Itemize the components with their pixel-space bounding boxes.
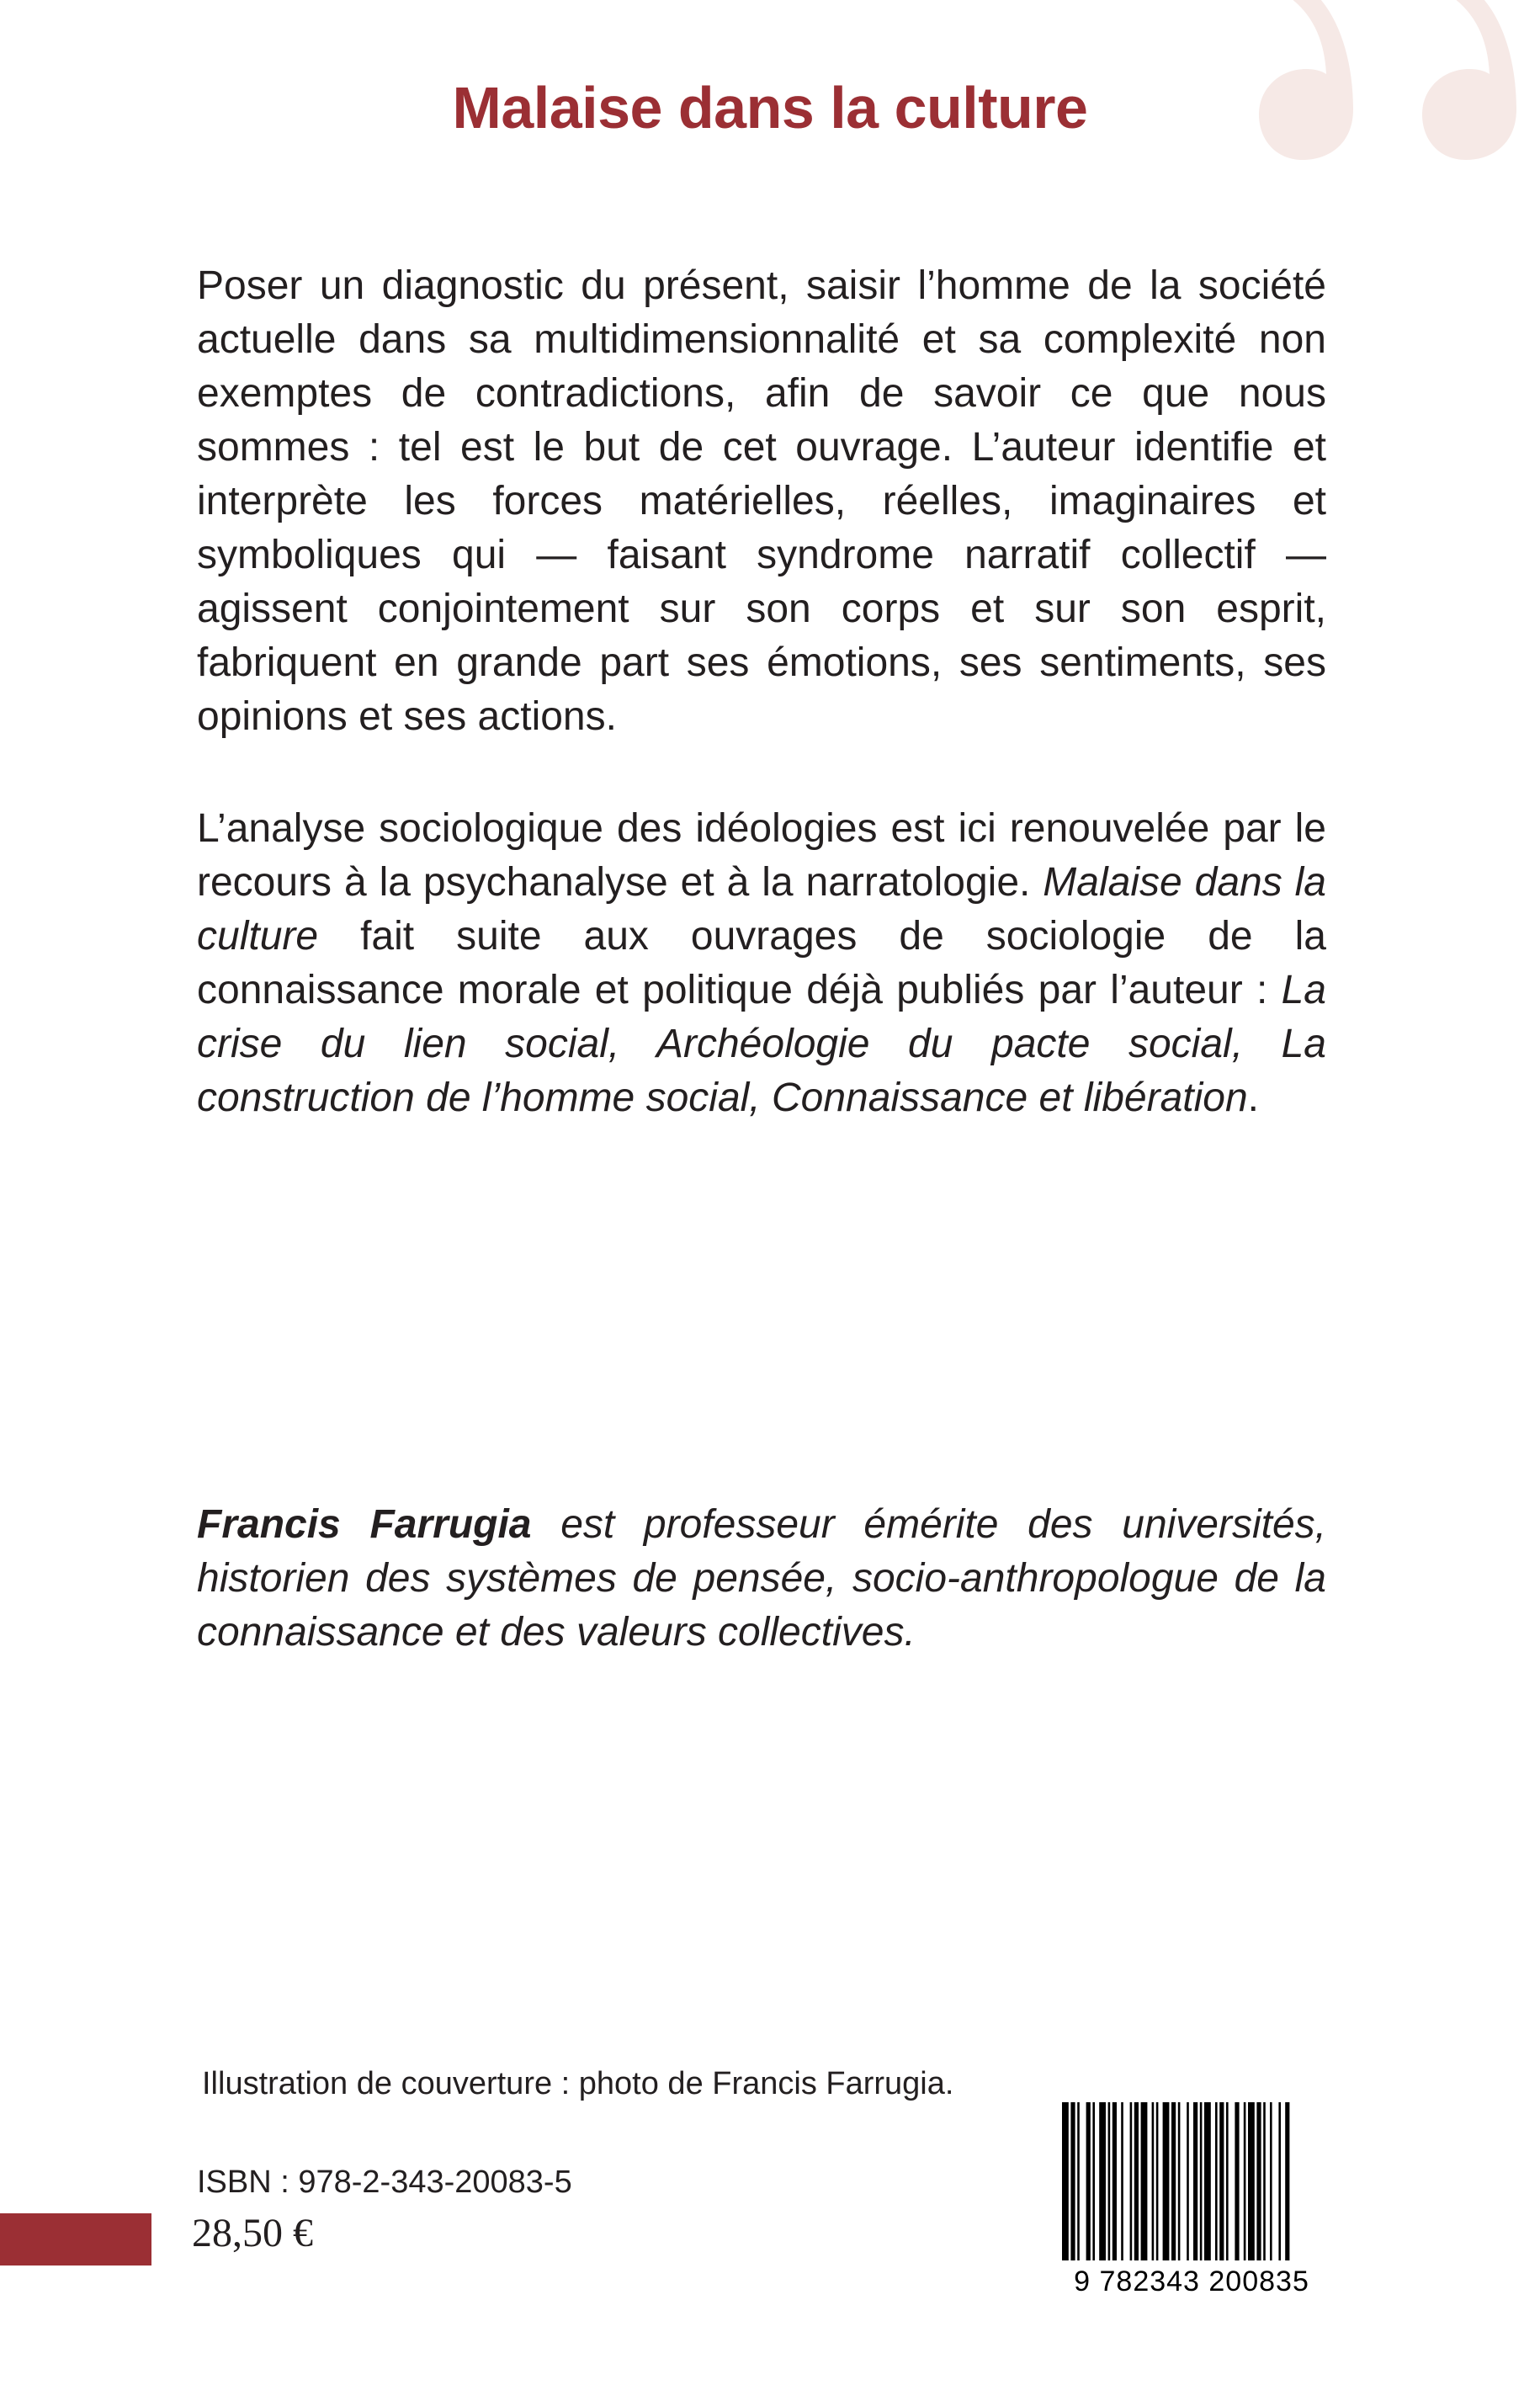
barcode-bar bbox=[1200, 2102, 1203, 2260]
barcode-number: 9 782343 200835 bbox=[1074, 2265, 1309, 2297]
barcode-bar bbox=[1099, 2102, 1106, 2260]
price-label: 28,50 € bbox=[192, 2211, 313, 2255]
barcode-bar bbox=[1244, 2102, 1246, 2260]
barcode-bar bbox=[1121, 2102, 1123, 2260]
barcode-bar bbox=[1171, 2102, 1176, 2260]
barcode-bar bbox=[1086, 2102, 1091, 2260]
book-title-reference: Malaise dans la culture bbox=[197, 860, 1326, 959]
barcode-bar bbox=[1204, 2102, 1211, 2260]
barcode-bar bbox=[1062, 2102, 1069, 2260]
barcode-bar bbox=[1193, 2102, 1197, 2260]
barcode-bar bbox=[1226, 2102, 1229, 2260]
barcode-bar bbox=[1113, 2102, 1117, 2260]
barcode-bar bbox=[1108, 2102, 1111, 2260]
cover-credit: Illustration de couverture : photo de Francis Farrugia. bbox=[202, 2066, 954, 2101]
barcode-bar bbox=[1219, 2102, 1224, 2260]
barcode-bar bbox=[1077, 2102, 1080, 2260]
barcode-bar bbox=[1263, 2102, 1266, 2260]
summary-paragraph-1: Poser un diagnostic du présent, saisir l’homme de la société actuelle dans sa multidimensionnalité et sa complexité non exemptes de contradictions, afin de savoir ce que nous sommes : tel est le but de cet ouvrage. L’auteur identifie et interprète les forces matérielles, réelles, imaginaires et symboliques qui — faisant syndrome narratif collectif — agissent conjointement sur son corps et sur son esprit, fabriquent en grande part ses émotions, ses sentiments, ses opinions et ses actions. bbox=[197, 263, 1326, 739]
paragraph-2-middle: fait suite aux ouvrages de sociologie de la connaissance morale et politique déjà publiés par l’auteur : bbox=[197, 914, 1326, 1012]
price-accent-bar bbox=[0, 2213, 151, 2265]
book-title: Malaise dans la culture bbox=[452, 75, 1088, 141]
previous-works-list: La crise du lien social, Archéologie du pacte social, La construction de l’homme social, Connaissance et libération bbox=[197, 968, 1326, 1120]
author-description: est professeur émérite des universités, historien des systèmes de pensée, socio-anthropologue de la connaissance et des valeurs collectives. bbox=[197, 1502, 1327, 1655]
isbn-label: ISBN : 978-2-343-20083-5 bbox=[197, 2165, 572, 2200]
barcode-bar bbox=[1070, 2102, 1075, 2260]
barcode-bar bbox=[1270, 2102, 1272, 2260]
barcode-bar bbox=[1235, 2102, 1239, 2260]
paragraph-2-end: . bbox=[1247, 1076, 1259, 1120]
paragraph-2-intro: L’analyse sociologique des idéologies est ici renouvelée par le recours à la psychanalyse et à la narratologie. bbox=[197, 806, 1326, 905]
barcode-bar bbox=[1178, 2102, 1181, 2260]
barcode-bar bbox=[1285, 2102, 1289, 2260]
barcode-bar bbox=[1278, 2102, 1281, 2260]
summary-paragraph-2 bbox=[197, 802, 1326, 1125]
author-bio bbox=[197, 1498, 1326, 1660]
barcode bbox=[1052, 2096, 1331, 2297]
barcode-bar bbox=[1187, 2102, 1189, 2260]
barcode-bar bbox=[1215, 2102, 1218, 2260]
barcode-bar bbox=[1130, 2102, 1133, 2260]
barcode-bar bbox=[1152, 2102, 1155, 2260]
barcode-bar bbox=[1248, 2102, 1255, 2260]
barcode-bar bbox=[1141, 2102, 1148, 2260]
barcode-bar bbox=[1163, 2102, 1170, 2260]
author-name: Francis Farrugia bbox=[197, 1502, 532, 1547]
barcode-bar bbox=[1134, 2102, 1139, 2260]
barcode-bar bbox=[1092, 2102, 1095, 2260]
barcode-bar bbox=[1156, 2102, 1159, 2260]
barcode-bar bbox=[1256, 2102, 1261, 2260]
